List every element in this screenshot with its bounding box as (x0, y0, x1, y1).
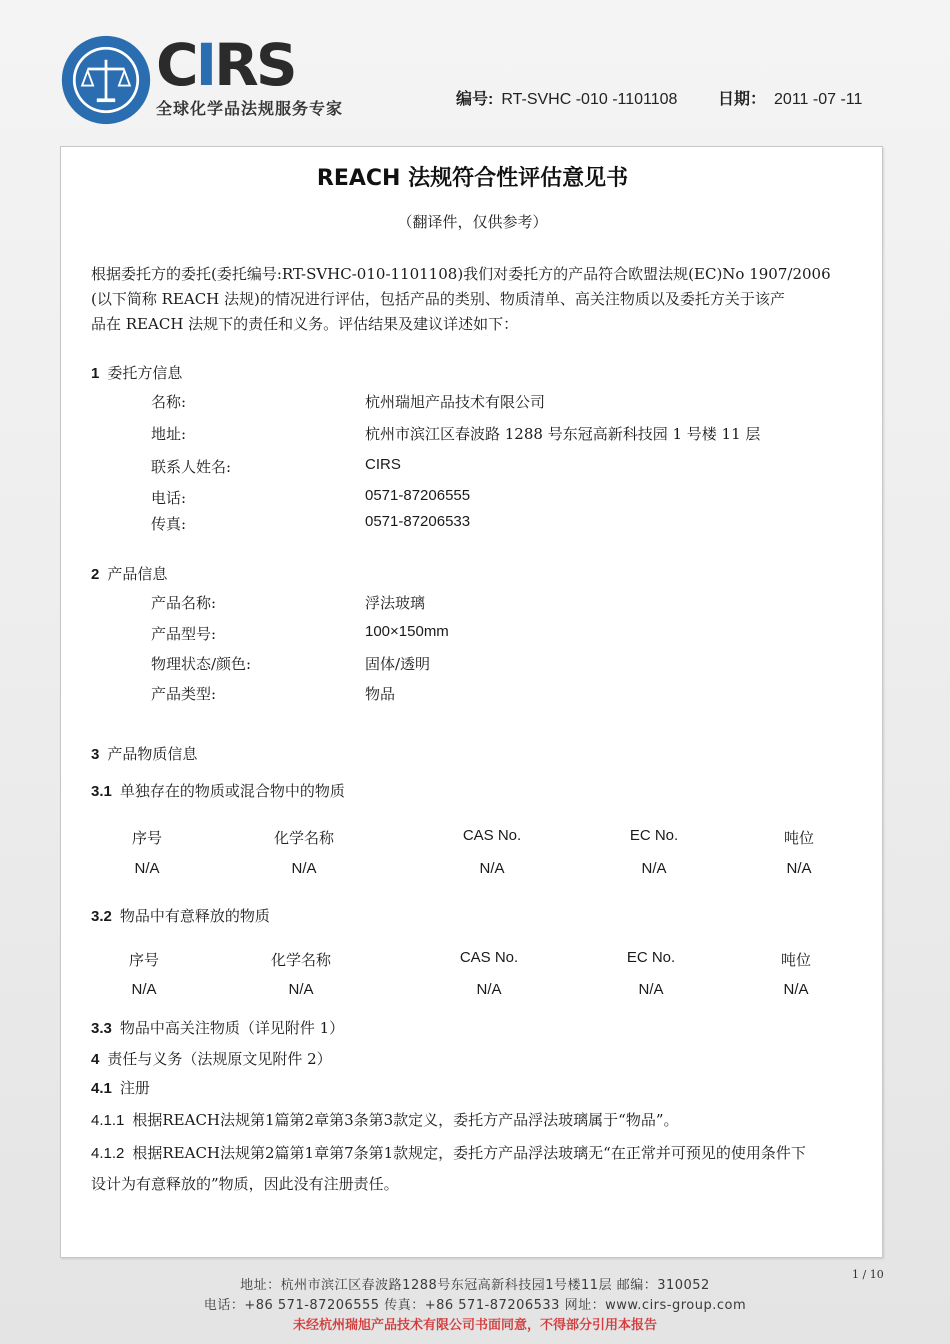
client-address-value: 杭州市滨江区春波路 1288 号东冠高新科技园 1 号楼 11 层 (365, 425, 761, 443)
section-1-heading: 1 委托方信息 (91, 364, 183, 382)
intro-line-2: (以下简称 REACH 法规)的情况进行评估，包括产品的类别、物质清单、高关注物质以及委托方关于该产 (91, 290, 785, 308)
client-contact-label: 联系人姓名: (151, 458, 232, 476)
footer-address: 地址：杭州市滨江区春波路1288号东冠高新科技园1号楼11层 邮编：310052 (240, 1278, 710, 1293)
table-cell: N/A (291, 860, 317, 877)
table-cell: N/A (476, 981, 502, 998)
page-number: 1 / 10 (852, 1268, 884, 1281)
product-model-value: 100×150mm (365, 623, 449, 640)
logo-wordmark (156, 31, 344, 119)
table-header-cell: 吨位 (783, 829, 814, 847)
client-fax-value: 0571-87206533 (365, 513, 471, 530)
client-name-value: 杭州瑞旭产品技术有限公司 (365, 393, 546, 411)
table-header-cell: 序号 (128, 951, 159, 969)
intro-line-1: 根据委托方的委托(委托编号:RT-SVHC-010-1101108)我们对委托方的产品符合欧盟法规(EC)No 1907/2006 (91, 265, 831, 283)
client-phone-label: 电话: (151, 489, 187, 507)
page-header (0, 0, 950, 140)
product-name-label: 产品名称: (151, 594, 217, 612)
client-name-label: 名称: (151, 393, 187, 411)
clause-4-1-2-continued: 设计为有意释放的”物质，因此没有注册责任。 (91, 1175, 399, 1193)
section-4-1-heading: 4.1 注册 (91, 1079, 150, 1097)
product-model-label: 产品型号: (151, 625, 217, 643)
product-name-value: 浮法玻璃 (365, 594, 426, 612)
table-header-cell: 化学名称 (270, 951, 331, 969)
table-cell: N/A (479, 860, 505, 877)
section-3-1-heading: 3.1 单独存在的物质或混合物中的物质 (91, 782, 345, 800)
logo-word: CIRS (156, 31, 295, 99)
table-cell: N/A (131, 981, 157, 998)
table-cell: N/A (641, 860, 667, 877)
document-date: 日期： 2011 -07 -11 (718, 91, 863, 108)
client-phone-value: 0571-87206555 (365, 487, 471, 504)
section-3-2-heading: 3.2 物品中有意释放的物质 (91, 907, 270, 925)
table-header-cell: CAS No. (459, 949, 519, 966)
document-title: REACH 法规符合性评估意见书 (316, 166, 629, 191)
intro-line-3: 品在 REACH 法规下的责任和义务。评估结果及建议详述如下： (91, 315, 519, 333)
table-cell: N/A (783, 981, 809, 998)
document-number: 编号: RT-SVHC -010 -1101108 (456, 91, 678, 108)
table-header-cell: EC No. (629, 827, 679, 844)
cirs-seal-logo-icon (60, 34, 152, 126)
client-fax-label: 传真: (151, 515, 187, 533)
table-header-cell: 序号 (131, 829, 162, 847)
table-header-cell: 吨位 (780, 951, 811, 969)
table-header-cell: 化学名称 (273, 829, 334, 847)
table-cell: N/A (134, 860, 160, 877)
table-cell: N/A (786, 860, 812, 877)
client-address-label: 地址: (151, 425, 187, 443)
table-header-cell: CAS No. (462, 827, 522, 844)
document-body (60, 146, 883, 1258)
section-2-heading: 2 产品信息 (91, 565, 168, 583)
product-state-label: 物理状态/颜色: (151, 655, 252, 673)
section-4-heading: 4 责任与义务（法规原文见附件 2） (91, 1050, 332, 1068)
page-footer (0, 1268, 950, 1336)
document-subtitle: （翻译件，仅供参考） (397, 213, 548, 231)
clause-4-1-1: 4.1.1 根据REACH法规第1篇第2章第3条第3款定义，委托方产品浮法玻璃属于“物品”。 (91, 1111, 679, 1129)
footer-contact: 电话：+86 571-87206555 传真：+86 571-87206533 网址：www.cirs-group.com (203, 1298, 747, 1313)
product-state-value: 固体/透明 (365, 655, 431, 673)
footer-copyright-notice: 未经杭州瑞旭产品技术有限公司书面同意，不得部分引用本报告 (292, 1318, 657, 1333)
section-3-heading: 3 产品物质信息 (91, 745, 198, 763)
table-header-cell: EC No. (626, 949, 676, 966)
section-3-3-heading: 3.3 物品中高关注物质（详见附件 1） (91, 1019, 345, 1037)
table-cell: N/A (638, 981, 664, 998)
table-cell: N/A (288, 981, 314, 998)
product-type-label: 产品类型: (151, 685, 217, 703)
logo-tagline: 全球化学品法规服务专家 (156, 99, 344, 118)
client-contact-value: CIRS (365, 456, 401, 473)
product-type-value: 物品 (365, 685, 396, 703)
clause-4-1-2: 4.1.2 根据REACH法规第2篇第1章第7条第1款规定，委托方产品浮法玻璃无“在正常并可预见的使用条件下 (91, 1144, 806, 1162)
